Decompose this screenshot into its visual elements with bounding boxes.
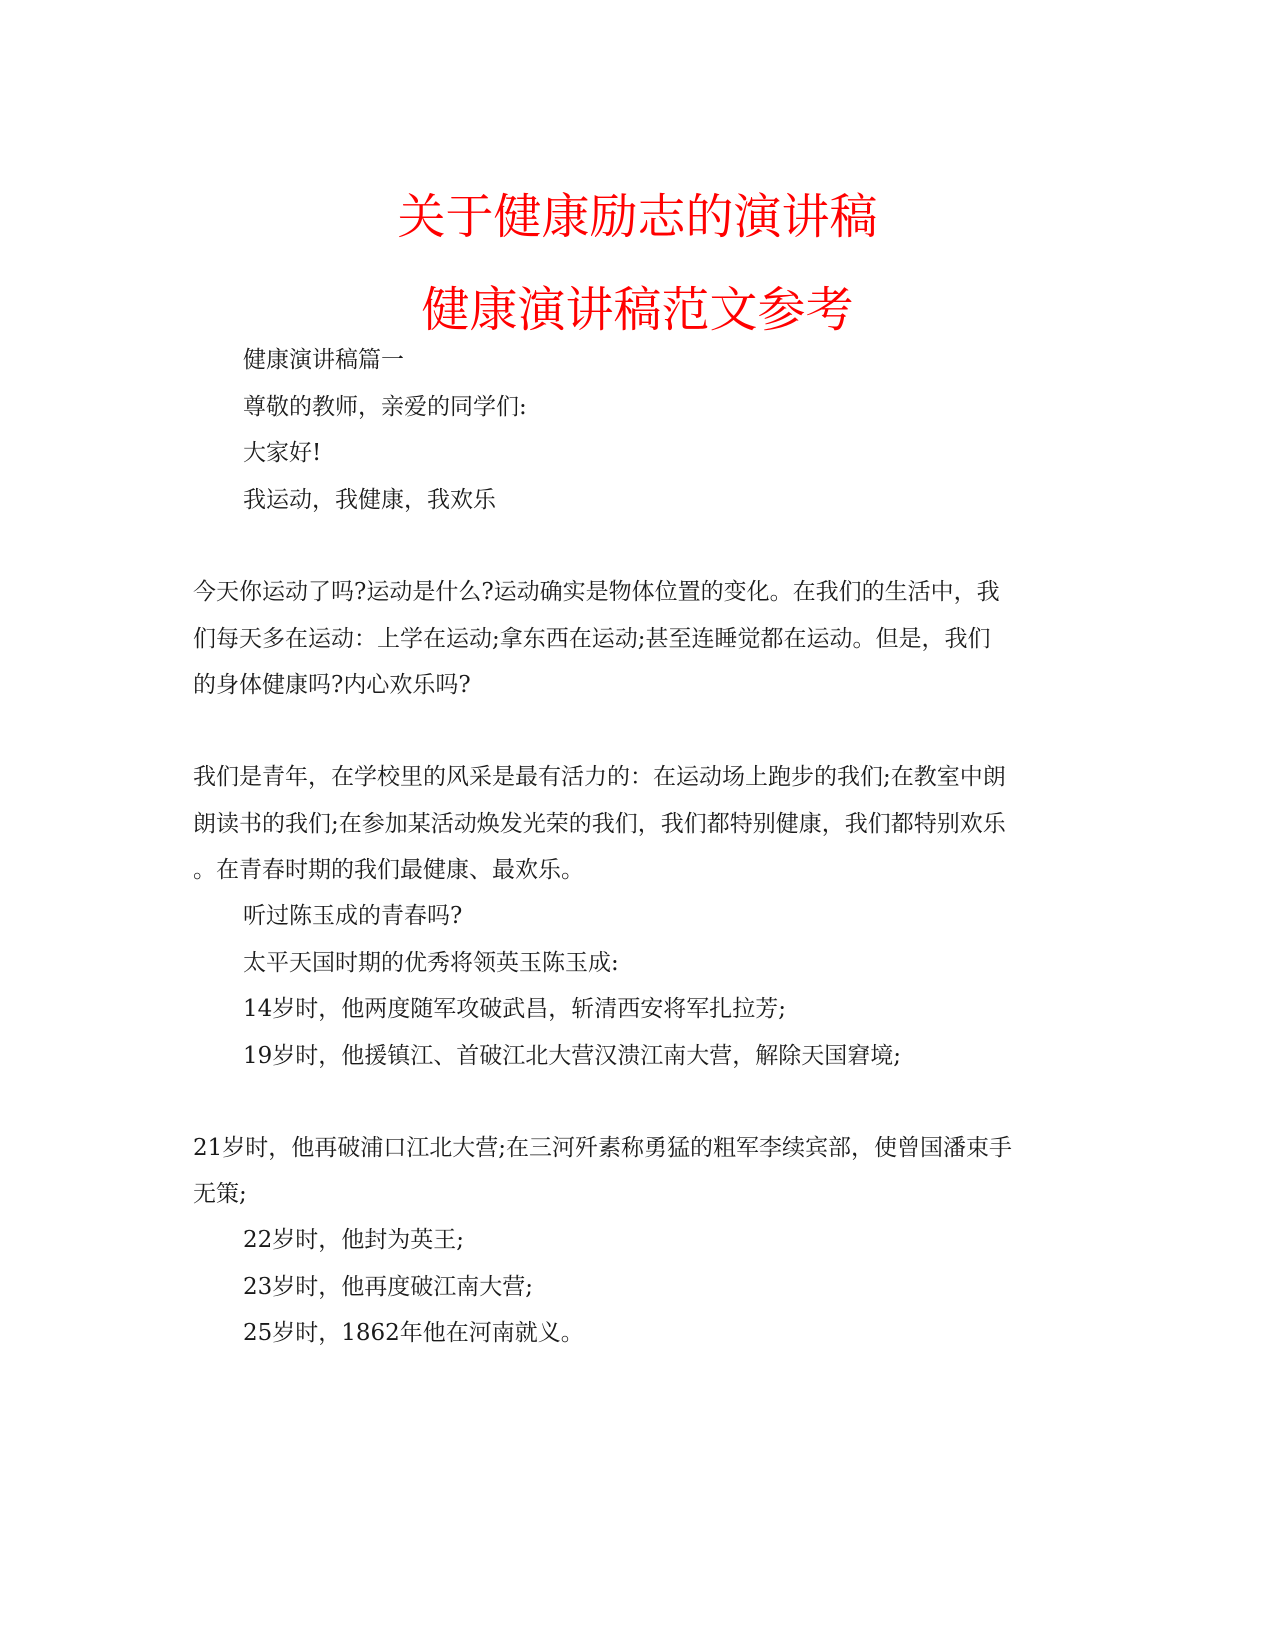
document-subtitle: 健康演讲稿范文参考 bbox=[421, 282, 854, 338]
paragraph-line: 22岁时，他封为英王; bbox=[243, 1227, 465, 1253]
paragraph-line: 23岁时，他再度破江南大营; bbox=[243, 1274, 534, 1300]
paragraph-line: 无策; bbox=[193, 1181, 247, 1207]
paragraph-line: 14岁时，他两度随军攻破武昌，斩清西安将军扎拉芳; bbox=[243, 996, 787, 1022]
speech-theme: 我运动，我健康，我欢乐 bbox=[243, 487, 496, 513]
document-title: 关于健康励志的演讲稿 bbox=[397, 189, 878, 245]
paragraph-line: 我们是青年，在学校里的风采是最有活力的：在运动场上跑步的我们;在教室中朗 bbox=[193, 764, 1006, 790]
paragraph-line: 。在青春时期的我们最健康、最欢乐。 bbox=[193, 857, 584, 883]
paragraph-line: 21岁时，他再破浦口江北大营;在三河歼素称勇猛的粗军李续宾部，使曾国潘束手 bbox=[193, 1135, 1013, 1161]
paragraph-line: 今天你运动了吗?运动是什么?运动确实是物体位置的变化。在我们的生活中，我 bbox=[193, 579, 1000, 605]
paragraph-line: 太平天国时期的优秀将领英玉陈玉成: bbox=[243, 950, 619, 976]
salutation: 尊敬的教师，亲爱的同学们: bbox=[243, 394, 527, 420]
section-heading: 健康演讲稿篇一 bbox=[243, 347, 404, 373]
paragraph-line: 听过陈玉成的青春吗? bbox=[243, 903, 463, 929]
paragraph-line: 朗读书的我们;在参加某活动焕发光荣的我们，我们都特别健康，我们都特别欢乐 bbox=[193, 811, 1006, 837]
paragraph-line: 的身体健康吗?内心欢乐吗? bbox=[193, 672, 471, 698]
paragraph-line: 25岁时，1862年他在河南就义。 bbox=[243, 1320, 584, 1346]
paragraph-line: 们每天多在运动：上学在运动;拿东西在运动;甚至连睡觉都在运动。但是，我们 bbox=[193, 626, 991, 652]
paragraph-line: 19岁时，他援镇江、首破江北大营汉溃江南大营，解除天国窘境; bbox=[243, 1043, 902, 1069]
greeting: 大家好! bbox=[243, 440, 322, 466]
